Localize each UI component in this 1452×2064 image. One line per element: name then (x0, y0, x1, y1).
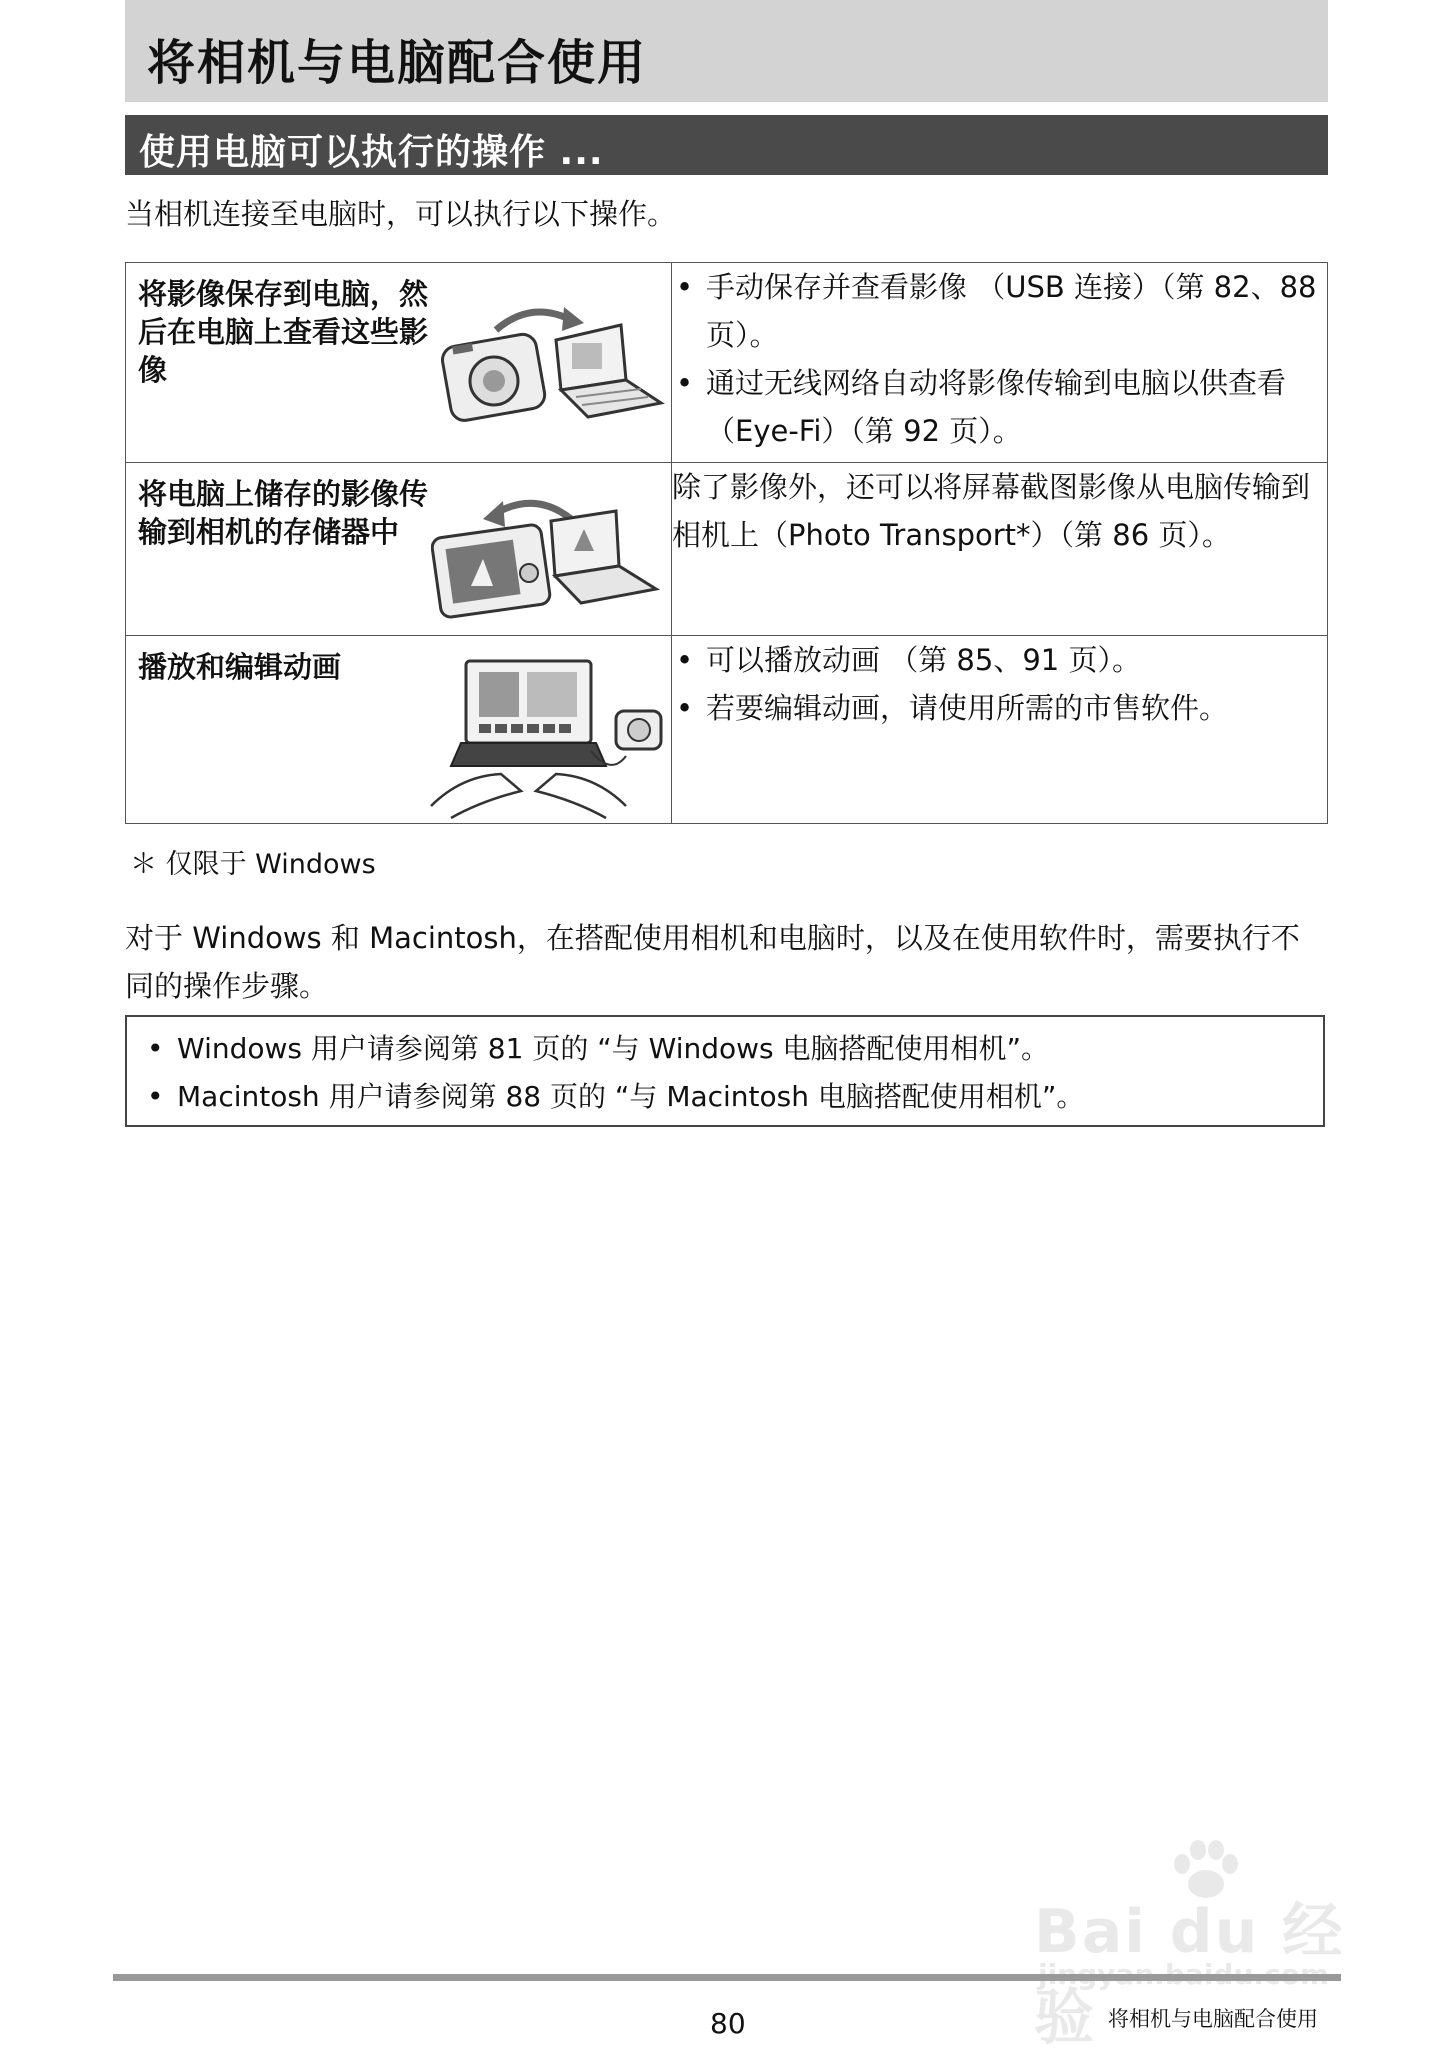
description-cell (672, 263, 1328, 463)
table-row (126, 635, 1328, 823)
intro-text: 当相机连接至电脑时，可以执行以下操作。 (125, 197, 677, 231)
list-item: • 可以播放动画 （第 85、91 页）。 (672, 636, 1327, 684)
page-number: 80 (710, 2007, 746, 2040)
section-header-bar (125, 115, 1328, 175)
page-title-bar (125, 0, 1328, 102)
operations-table (125, 262, 1328, 824)
table-row (126, 463, 1328, 635)
footer-divider (113, 1974, 1341, 1981)
list-item: • 通过无线网络自动将影像传输到电脑以供查看（Eye-Fi）（第 92 页）。 (672, 359, 1327, 455)
page-title: 将相机与电脑配合使用 (147, 35, 648, 91)
pc-to-camera-illustration (431, 481, 661, 631)
table-row (126, 263, 1328, 463)
camera-to-pc-illustration (436, 285, 666, 455)
description-cell (672, 635, 1328, 823)
footnote: ＊ 仅限于 Windows (130, 849, 376, 880)
feature-cell (126, 463, 672, 635)
list-item: • Macintosh 用户请参阅第 88 页的 “与 Macintosh 电脑搭配使用相机”。 (143, 1073, 1307, 1121)
watermark-brand: Bai du 经验 (1034, 1897, 1345, 2053)
feature-label: 将影像保存到电脑，然后在电脑上查看这些影像 (138, 277, 429, 387)
list-item: • 手动保存并查看影像 （USB 连接）（第 82、88 页）。 (672, 263, 1327, 359)
feature-cell (126, 635, 672, 823)
description-cell (672, 463, 1328, 635)
feature-label: 播放和编辑动画 (138, 649, 342, 684)
description-text: 除了影像外，还可以将屏幕截图影像从电脑传输到相机上（Photo Transport*）（第 86 页）。 (672, 470, 1311, 553)
reference-box (125, 1015, 1325, 1127)
platform-note: 对于 Windows 和 Macintosh，在搭配使用相机和电脑时，以及在使用软件时，需要执行不同的操作步骤。 (125, 921, 1300, 1003)
footer-title: 将相机与电脑配合使用 (1108, 2007, 1318, 2031)
feature-label: 将电脑上储存的影像传输到相机的存储器中 (138, 477, 429, 550)
list-item: • Windows 用户请参阅第 81 页的 “与 Windows 电脑搭配使用相机”。 (143, 1025, 1307, 1073)
list-item: • 若要编辑动画，请使用所需的市售软件。 (672, 684, 1327, 732)
feature-cell (126, 263, 672, 463)
movie-edit-illustration (421, 656, 666, 821)
section-title: 使用电脑可以执行的操作 ... (139, 132, 604, 173)
